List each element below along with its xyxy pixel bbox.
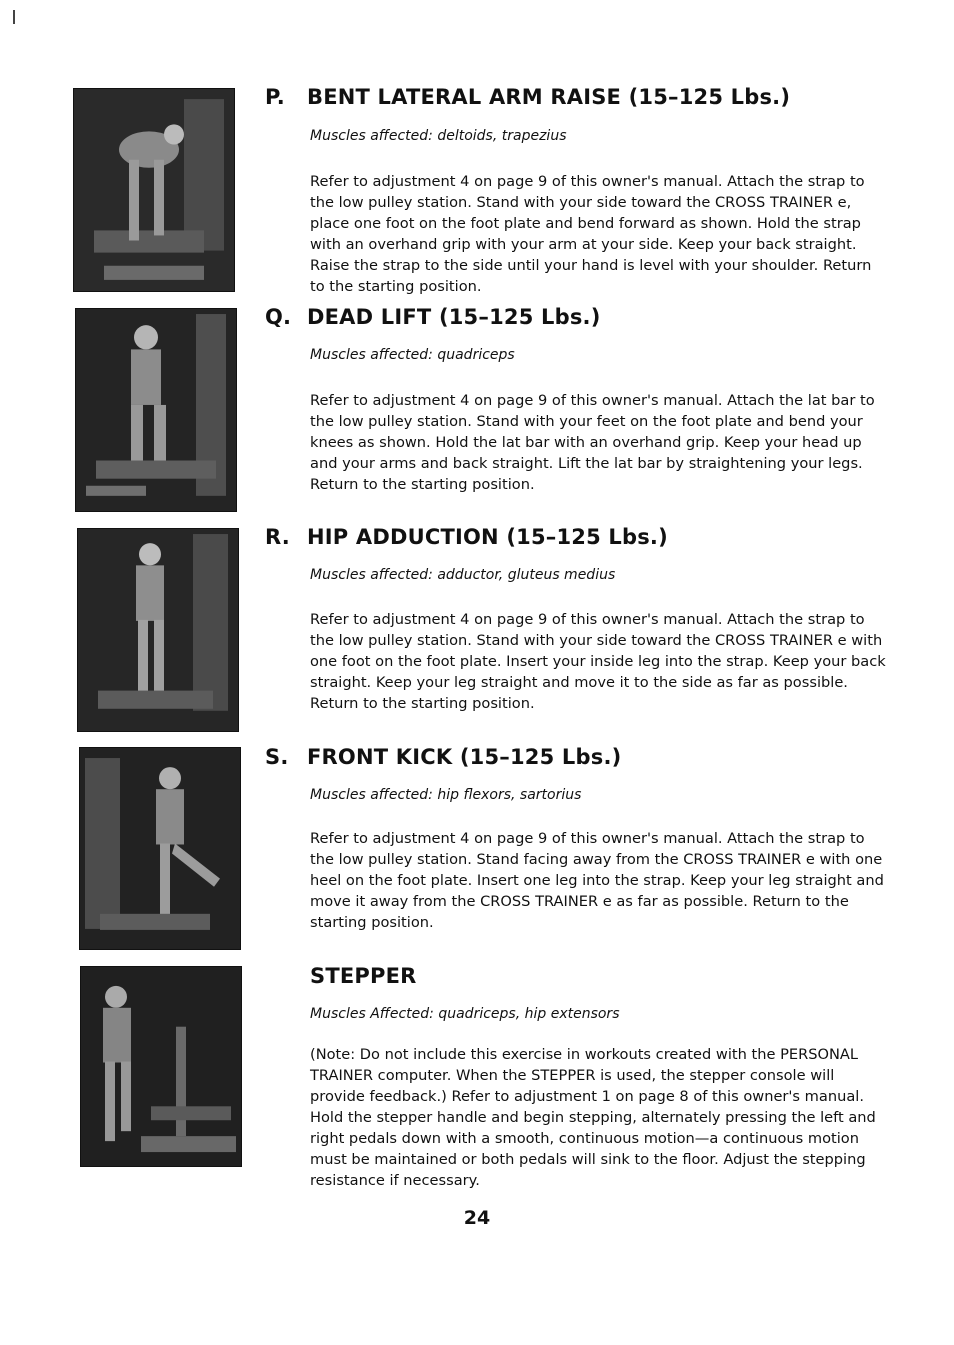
- muscles-affected-stepper: Muscles Affected: quadriceps, hip extensors: [310, 1006, 620, 1022]
- muscles-affected-p: Muscles affected: deltoids, trapezius: [310, 128, 567, 144]
- section-title-s: S. FRONT KICK (15–125 Lbs.): [265, 745, 622, 769]
- exercise-photo-stepper: [80, 966, 242, 1167]
- section-title-q: Q. DEAD LIFT (15–125 Lbs.): [265, 305, 601, 329]
- section-title-p: P. BENT LATERAL ARM RAISE (15–125 Lbs.): [265, 85, 791, 109]
- section-title-r: R. HIP ADDUCTION (15–125 Lbs.): [265, 525, 668, 549]
- exercise-photo-dead-lift: [75, 308, 237, 512]
- muscles-affected-r: Muscles affected: adductor, gluteus medius: [310, 567, 616, 583]
- muscles-affected-q: Muscles affected: quadriceps: [310, 347, 515, 363]
- margin-mark: [13, 10, 15, 24]
- instructions-stepper: (Note: Do not include this exercise in workouts created with the PERSONAL TRAINER computer. When the STEPPER is used, the stepper console will provide feedback.) Refer to adjustment 1 on page 8 of this owner's manual. Hold the stepper handle and begin stepping, alternately pressing the left and right pedals down with a smooth, continuous motion—a continuous motion must be maintained or both pedals will sink to the floor. Adjust the stepping resistance if necessary.: [310, 1046, 876, 1189]
- exercise-photo-bent-lateral-arm-raise: [73, 88, 235, 292]
- muscles-affected-s: Muscles affected: hip flexors, sartorius: [310, 787, 582, 803]
- instructions-q: Refer to adjustment 4 on page 9 of this owner's manual. Attach the lat bar to the low pulley station. Stand with your feet on the foot plate and bend your knees as shown. Hold the lat bar with an overhand grip. Keep your head up and your arms and back straight. Lift the lat bar by straightening your legs. Return to the starting position.: [310, 392, 875, 493]
- section-title-stepper: STEPPER: [310, 964, 417, 988]
- instructions-p: Refer to adjustment 4 on page 9 of this owner's manual. Attach the strap to the low pulley station. Stand with your side toward the CROSS TRAINER e, place one foot on the foot plate and bend forward as shown. Hold the strap with an overhand grip with your arm at your side. Keep your back straight. Raise the strap to the side until your hand is level with your shoulder. Return to the starting position.: [310, 173, 872, 295]
- exercise-photo-hip-adduction: [77, 528, 239, 732]
- page-number: 24: [463, 1207, 491, 1229]
- instructions-s: Refer to adjustment 4 on page 9 of this owner's manual. Attach the strap to the low pulley station. Stand facing away from the CROSS TRAINER e with one heel on the foot plate. Insert one leg into the strap. Keep your leg straight and move it away from the CROSS TRAINER e as far as possible. Return to the starting position.: [310, 830, 884, 931]
- instructions-r: Refer to adjustment 4 on page 9 of this owner's manual. Attach the strap to the low pulley station. Stand with your side toward the CROSS TRAINER e with one foot on the foot plate. Insert your inside leg into the strap. Keep your back straight. Keep your leg straight and move it to the side as far as possible. Return to the starting position.: [310, 611, 886, 712]
- exercise-photo-front-kick: [79, 747, 241, 950]
